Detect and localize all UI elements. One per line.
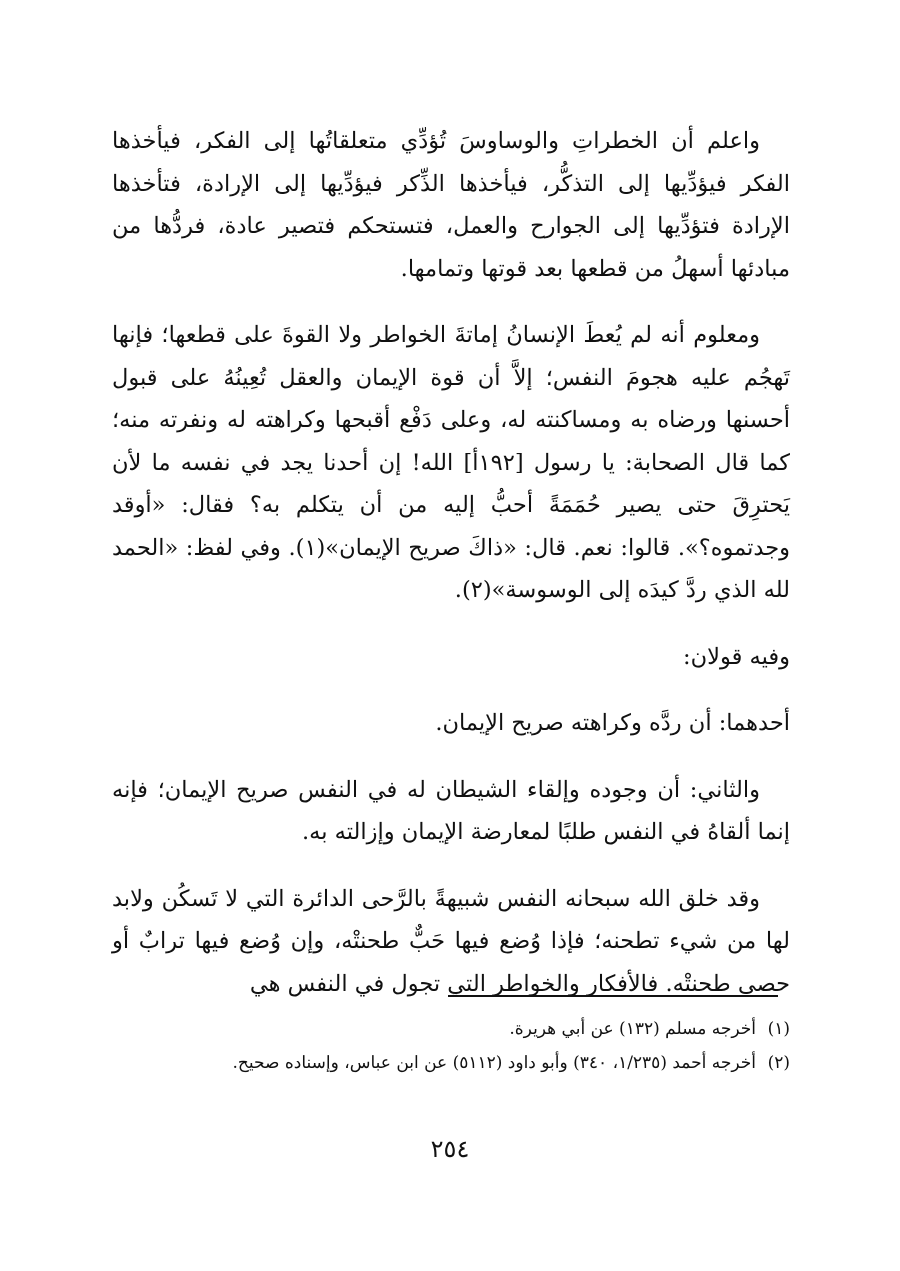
paragraph-two-opinions: وفيه قولان: xyxy=(683,643,790,670)
page-body xyxy=(112,120,790,1005)
paragraph-second-opinion: والثاني: أن وجوده وإلقاء الشيطان له في النفس صريح الإيمان؛ فإنه إنما ألقاهُ في النفس طلبًا لمعارضة الإيمان وإزالته به. xyxy=(112,776,790,845)
paragraph-thoughts-unavoidable: ومعلوم أنه لم يُعطَ الإنسانُ إماتةَ الخواطر ولا القوةَ على قطعها؛ فإنها تَهجُم عليه هجومَ النفس؛ إلاَّ أن قوة الإيمان والعقل تُعِينُهُ على قبول أحسنها ورضاه به ومساكنته له، وعلى دَفْع أقبحها وكراهته له ونفرته منه؛ كما قال الصحابة: يا رسول [١٩٢أ] الله! إن أحدنا يجد في نفسه ما لأن يَحترِقَ حتى يصير حُمَمَةً أحبُّ إليه من أن يتكلم به؟ فقال: «أوقد وجدتموه؟». قالوا: نعم. قال: «ذاكَ صريح الإيمان»(١). وفي لفظ: «الحمد لله الذي ردَّ كيدَه إلى الوسوسة»(٢). xyxy=(112,322,790,603)
paragraph-thoughts-chain: واعلم أن الخطراتِ والوساوسَ تُؤدِّي متعلقاتُها إلى الفكر، فيأخذها الفكر فيؤدِّيها إلى التذكُّر، فيأخذها الذِّكر فيؤدِّيها إلى الإرادة، فتأخذها الإرادة فتؤدِّيها إلى الجوارح والعمل، فتستحكم فتصير عادة، فردُّها من مبادئها أسهلُ من قطعها بعد قوتها وتمامها. xyxy=(112,128,790,282)
footnote-number: (٢) xyxy=(767,1053,790,1073)
footnotes xyxy=(112,1012,790,1080)
footnote-number: (١) xyxy=(767,1019,790,1039)
paragraph-first-opinion: أحدهما: أن ردَّه وكراهته صريح الإيمان. xyxy=(435,710,790,736)
footnote-divider xyxy=(448,995,778,997)
footnote-2 xyxy=(112,1046,790,1080)
footnote-1 xyxy=(112,1012,790,1046)
footnote-text: أخرجه أحمد (١/٢٣٥، ٣٤٠) وأبو داود (٥١١٢) عن ابن عباس، وإسناده صحيح. xyxy=(232,1053,756,1073)
footnote-text: أخرجه مسلم (١٣٢) عن أبي هريرة. xyxy=(509,1019,756,1039)
paragraph-mill-analogy: وقد خلق الله سبحانه النفس شبيهةً بالرَّحى الدائرة التي لا تَسكُن ولابد لها من شيء تطحنه؛ فإذا وُضع فيها حَبٌّ طحنتْه، وإن وُضع فيها ترابٌ أو حصى طحنتْه. فالأفكار والخواطر التي تجول في النفس هي xyxy=(112,885,790,997)
page-number: ٢٥٤ xyxy=(430,1135,470,1163)
